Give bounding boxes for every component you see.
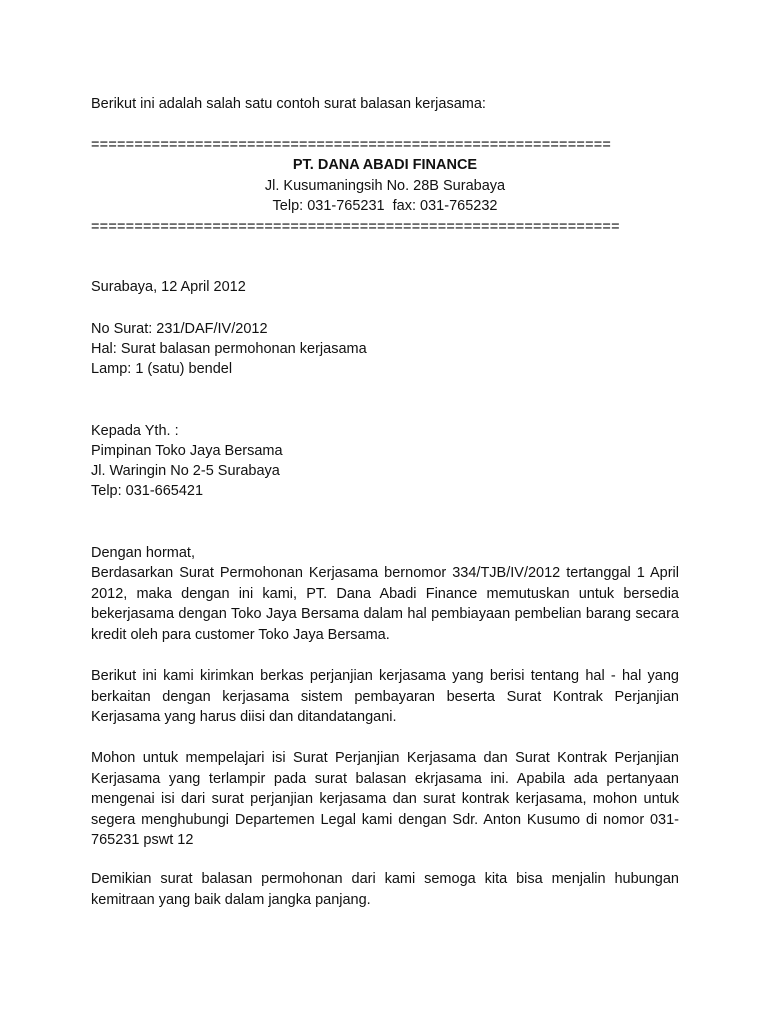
paragraph-line: Kerjasama yang terlampir pada surat balasan ekrjasama ini. Apabila ada pertanyaan <box>91 770 679 787</box>
paragraph-line: Demikian surat balasan permohonan dari kami semoga kita bisa menjalin hubungan <box>91 871 679 887</box>
intro-text: Berikut ini adalah salah satu contoh surat balasan kerjasama: <box>91 96 486 112</box>
salutation: Dengan hormat, <box>91 545 195 561</box>
paragraph-line: Mohon untuk mempelajari isi Surat Perjanjian Kerjasama dan Surat Kontrak Perjanjian <box>91 750 679 766</box>
company-address: Jl. Kusumaningsih No. 28B Surabaya <box>264 178 506 194</box>
paragraph-line: bekerjasama dengan Toko Jaya Bersama dalam hal pembiayaan pembelian barang secara <box>91 606 679 623</box>
company-name: PT. DANA ABADI FINANCE <box>292 157 478 173</box>
paragraph-line: Berikut ini kami kirimkan berkas perjanjian kerjasama yang berisi tentang hal - hal yang <box>91 668 679 684</box>
letter-attachment: Lamp: 1 (satu) bendel <box>91 361 233 377</box>
letter-number: No Surat: 231/DAF/IV/2012 <box>91 321 268 337</box>
paragraph-line: mengenai isi dari surat perjanjian kerjasama dan surat kontrak kerjasama, mohon untuk <box>91 791 679 808</box>
company-contact <box>91 196 679 216</box>
paragraph-line: kemitraan yang baik dalam jangka panjang. <box>91 891 371 908</box>
recipient-to: Kepada Yth. : <box>91 423 179 439</box>
paragraph-line: 2012, maka dengan ini kami, PT. Dana Abadi Finance memutuskan untuk bersedia <box>91 585 679 602</box>
letter-date: Surabaya, 12 April 2012 <box>91 279 246 295</box>
body-paragraph-1 <box>91 563 679 645</box>
paragraph-line: kredit oleh para customer Toko Jaya Bersama. <box>91 626 390 643</box>
paragraph-line: segera menghubungi Departemen Legal kami dengan Sdr. Anton Kusumo di nomor 031- <box>91 811 679 828</box>
body-paragraph-2 <box>91 666 679 728</box>
paragraph-line: Berdasarkan Surat Permohonan Kerjasama bernomor 334/TJB/IV/2012 tertanggal 1 April <box>91 565 679 581</box>
paragraph-line: berkaitan dengan kerjasama sistem pembayaran beserta Surat Kontrak Perjanjian <box>91 688 679 705</box>
body-paragraph-4 <box>91 869 679 910</box>
letter-subject: Hal: Surat balasan permohonan kerjasama <box>91 341 367 357</box>
recipient-name: Pimpinan Toko Jaya Bersama <box>91 443 283 459</box>
company-contact-text: Telp: 031-765231 fax: 031-765232 <box>272 198 498 214</box>
recipient-address: Jl. Waringin No 2-5 Surabaya <box>91 463 280 479</box>
recipient-phone: Telp: 031-665421 <box>91 483 204 499</box>
separator-bottom: ============================================================= <box>91 219 620 235</box>
separator-top: ============================================================ <box>91 137 612 153</box>
paragraph-line: Kerjasama yang harus diisi dan ditandatangani. <box>91 709 397 726</box>
paragraph-line: 765231 pswt 12 <box>91 832 194 849</box>
body-paragraph-3 <box>91 748 679 851</box>
